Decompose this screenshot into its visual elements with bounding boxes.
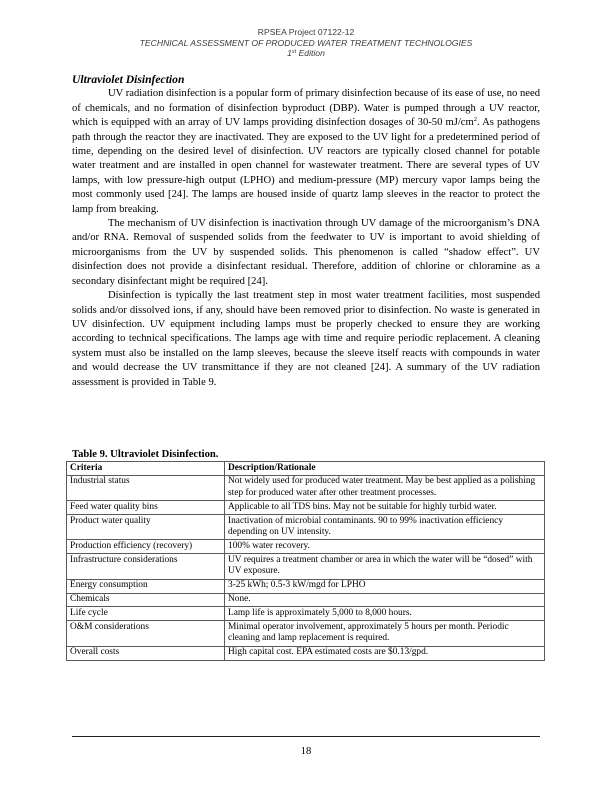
paragraph-3: Disinfection is typically the last treatment step in most water treatment facilities, most suspended solids and/or dissolved ions, if any, should have been removed prior to disinfection. No waste is generated in UV disinfection. UV equipment including lamps must be properly checked to ensure they are working according to technical specifications. The lamps age with time and require periodic replacement. A cleaning system must also be installed on the lamp sleeves, because the sleeve itself reacts with compounds in water and would decrease the UV transmittance if they are not cleaned [24]. A summary of the UV radiation assessment is provided in Table 9.	[72, 290, 540, 388]
table-row	[67, 646, 545, 660]
body-content	[72, 73, 540, 390]
project-id: RPSEA Project 07122-12	[257, 27, 355, 37]
table-row	[67, 607, 545, 621]
section-title: Ultraviolet Disinfection	[72, 73, 185, 86]
description-cell: High capital cost. EPA estimated costs are $0.13/gpd.	[225, 646, 545, 660]
description-cell: 100% water recovery.	[225, 540, 545, 554]
uv-assessment-table	[66, 461, 545, 661]
description-cell: UV requires a treatment chamber or area in which the water will be “dosed” with UV exposure.	[225, 554, 545, 579]
description-cell: Not widely used for produced water treatment. May be best applied as a polishing step for produced water after other treatment processes.	[225, 475, 545, 500]
table-row	[67, 579, 545, 593]
criteria-cell: Production efficiency (recovery)	[67, 540, 225, 554]
description-cell: Applicable to all TDS bins. May not be suitable for highly turbid water.	[225, 501, 545, 515]
table-header-row	[67, 462, 545, 476]
description-cell: Inactivation of microbial contaminants. 90 to 99% inactivation efficiency depending on UV intensity.	[225, 515, 545, 540]
description-header: Description/Rationale	[225, 462, 545, 476]
table-row	[67, 621, 545, 646]
criteria-cell: Infrastructure considerations	[67, 554, 225, 579]
edition-number: 1	[287, 48, 292, 59]
paragraph-2: The mechanism of UV disinfection is inactivation through UV damage of the microorganism’s DNA and/or RNA. Removal of suspended solids from the feedwater to UV is important to avoid shielding of microorganisms from the UV by suspended solids. This phenomenon is called “shadow effect”. UV disinfection does not provide a disinfectant residual. Therefore, addition of chlorine or chloramine as a secondary disinfectant might be required [24].	[72, 218, 540, 287]
table-row	[67, 554, 545, 579]
edition	[0, 48, 612, 59]
paragraph-1-start: UV radiation disinfection is a popular form of primary disinfection because of its ease of use, no need of chemicals, and no formation of disinfection byproduct (DBP). Water is pumped through a UV reactor, which is equipped with an array of UV lamps providing disinfection dosages of 30-50 mJ/cm	[72, 88, 540, 129]
criteria-cell: Energy consumption	[67, 579, 225, 593]
table-row	[67, 593, 545, 607]
table-row	[67, 501, 545, 515]
table-caption: Table 9. Ultraviolet Disinfection.	[72, 449, 219, 460]
edition-ordinal: st	[291, 49, 297, 56]
superscript-2: 2	[473, 116, 477, 124]
table-row	[67, 540, 545, 554]
description-cell: 3-25 kWh; 0.5-3 kW/mgd for LPHO	[225, 579, 545, 593]
page-header	[0, 27, 612, 59]
table-row	[67, 515, 545, 540]
criteria-cell: Life cycle	[67, 607, 225, 621]
criteria-cell: O&M considerations	[67, 621, 225, 646]
footer-divider	[72, 736, 540, 737]
paragraph-1	[72, 87, 540, 217]
criteria-cell: Product water quality	[67, 515, 225, 540]
criteria-cell: Overall costs	[67, 646, 225, 660]
page-number: 18	[300, 746, 312, 757]
description-cell: None.	[225, 593, 545, 607]
criteria-cell: Feed water quality bins	[67, 501, 225, 515]
description-cell: Lamp life is approximately 5,000 to 8,000 hours.	[225, 607, 545, 621]
report-title: TECHNICAL ASSESSMENT OF PRODUCED WATER TREATMENT TECHNOLOGIES	[139, 37, 473, 48]
table-row	[67, 475, 545, 500]
description-cell: Minimal operator involvement, approximately 5 hours per month. Periodic cleaning and lamp replacement is required.	[225, 621, 545, 646]
criteria-header: Criteria	[67, 462, 225, 476]
criteria-cell: Chemicals	[67, 593, 225, 607]
criteria-cell: Industrial status	[67, 475, 225, 500]
edition-word: Edition	[298, 48, 325, 59]
paragraph-1-end: . As pathogens path through the reactor they are inactivated. They are exposed to the UV light for a predetermined period of time, depending on the desired level of disinfection. UV reactors are typically closed channel for potable water treatment and are installed in open channel for wastewater treatment. There are several types of UV lamps, with low pressure-high output (LPHO) and medium-pressure (MP) mercury vapor lamps being the most commonly used [24]. The lamps are housed inside of quartz lamp sleeves in the reactor to protect the lamp from breaking.	[72, 117, 541, 215]
